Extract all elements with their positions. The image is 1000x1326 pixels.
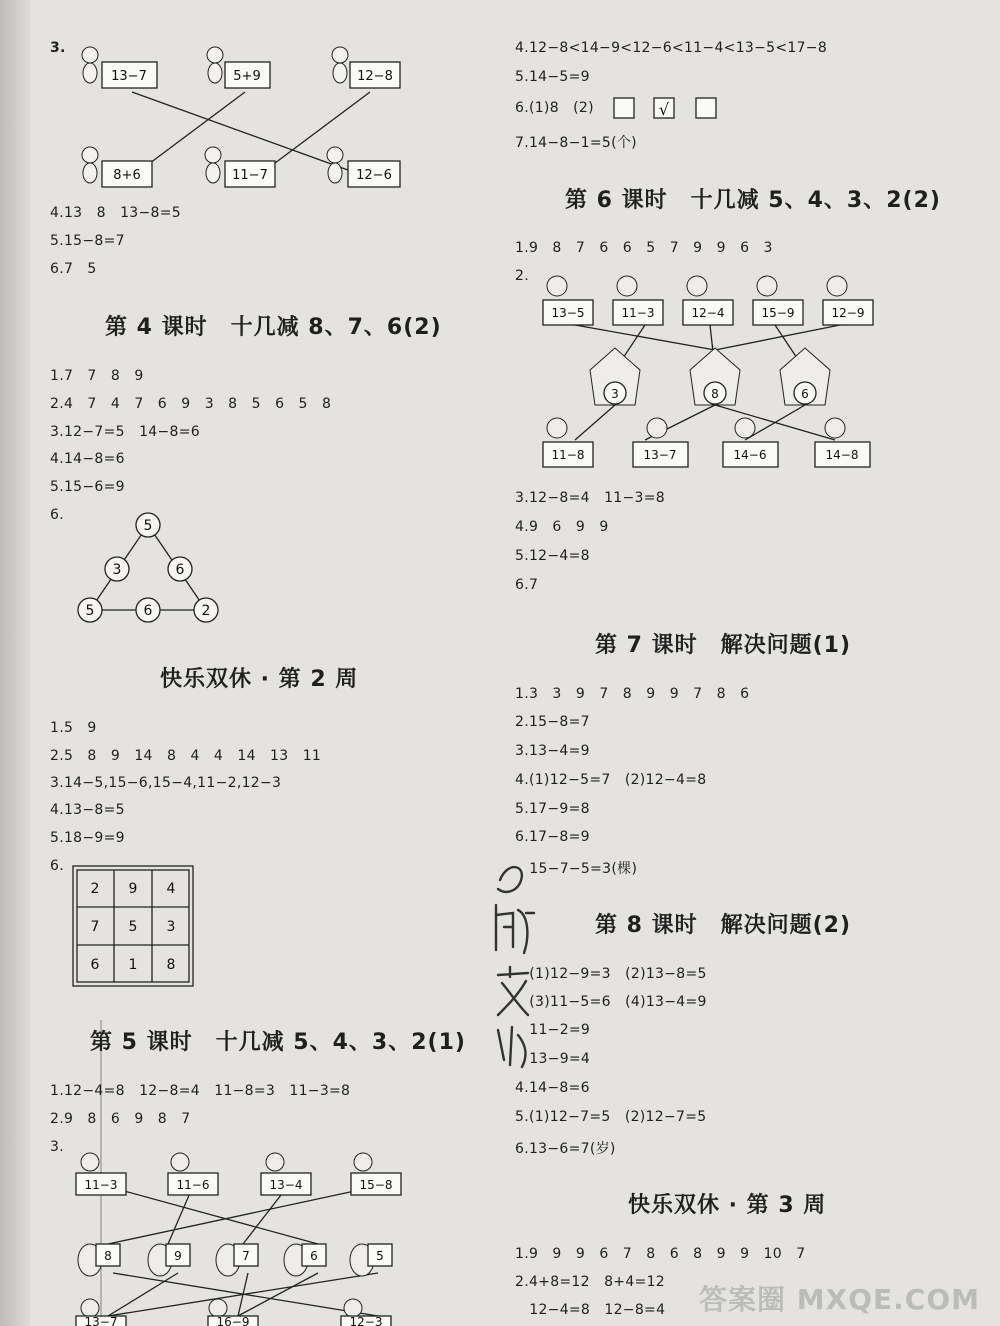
section-heading: 第 6 课时 十几减 5、4、3、2(2) [565,188,941,213]
expr-text: 13−4 [269,1178,303,1192]
answer-line: 13−9=4 [515,1051,591,1067]
hen-number: 5 [376,1249,384,1263]
check-boxes [612,96,722,122]
expr-text: 11−3 [621,306,655,320]
answer-line: 3.14−5,15−6,15−4,11−2,12−3 [50,775,282,791]
triangle-node: 2 [201,603,211,619]
answer-line: 5.14−5=9 [515,69,590,85]
expr-text: 5+9 [233,69,261,84]
expr-text: 12−6 [356,168,392,183]
answer-line: 5.12−4=8 [515,548,590,564]
answer-line: 6. [50,858,64,874]
answer-line: 3.13−4=9 [515,743,590,759]
page-fold-shadow [0,0,30,1326]
ant-matching-diagram [70,40,410,190]
watermark-logo: 答案圈 MXQE.COM [699,1283,980,1316]
answer-line: 3. [50,1139,64,1155]
chick-hen-matching-diagram [68,1148,408,1326]
answer-line: 1.12−4=8 12−8=4 11−8=3 11−3=8 [50,1083,351,1099]
answer-line: 4.14−8=6 [50,451,125,467]
answer-line: 5.18−9=9 [50,830,125,846]
grid-cell: 7 [90,919,100,935]
section-heading: 第 8 课时 解决问题(2) [595,913,852,938]
triangle-node: 5 [143,518,153,534]
answer-line: 5.(1)12−7=5 (2)12−7=5 [515,1109,707,1125]
house-number: 8 [711,387,719,401]
expr-text: 16−9 [216,1315,250,1326]
house-number: 3 [611,387,619,401]
answer-line: 4.12−8<14−9<12−6<11−4<13−5<17−8 [515,40,828,56]
answer-line: 6.17−8=9 [515,829,590,845]
expr-text: 12−9 [831,306,865,320]
answer-line: 1.5 9 [50,720,97,736]
grid-cell: 9 [128,881,138,897]
answer-line: 4.(1)12−5=7 (2)12−4=8 [515,772,707,788]
answer-line: 4.14−8=6 [515,1080,590,1096]
grid-cell: 2 [90,881,100,897]
answer-line: 6.13−6=7(岁) [515,1141,616,1157]
triangle-node: 3 [112,562,122,578]
grid-cell: 6 [90,957,100,973]
expr-text: 11−7 [232,168,268,183]
answer-line: 5.15−6=9 [50,479,125,495]
grid-cell: 5 [128,919,138,935]
answer-line: 7.14−8−1=5(个) [515,135,637,151]
triangle-node: 6 [175,562,185,578]
expr-text: 11−3 [84,1178,118,1192]
expr-text: 12−8 [357,69,393,84]
section-heading: 第 7 课时 解决问题(1) [595,633,852,658]
answer-line: 4.13 8 13−8=5 [50,205,181,221]
answer-line: 2.4+8=12 8+4=12 [515,1274,665,1290]
answer-line: 2.5 8 9 14 8 4 4 14 13 11 [50,748,322,764]
answer-line: 11−2=9 [515,1022,591,1038]
answer-line: 1.7 7 8 9 [50,368,144,384]
hen-number: 7 [242,1249,250,1263]
answer-line: 3.12−8=4 11−3=8 [515,490,665,506]
answer-line: 4.13−8=5 [50,802,125,818]
expr-text: 12−4 [691,306,725,320]
expr-text: 14−8 [825,448,859,462]
answer-line: 12−4=8 12−8=4 [515,1302,666,1318]
check-mark-icon: √ [658,100,670,119]
grid-cell: 3 [166,919,176,935]
chick-house-matching-diagram [535,270,885,475]
triangle-node: 6 [143,603,153,619]
triangle-node: 5 [85,603,95,619]
grid-cell: 1 [128,957,138,973]
hen-number: 6 [310,1249,318,1263]
answer-line: (3)11−5=6 (4)13−4=9 [515,994,707,1010]
expr-text: 11−8 [551,448,585,462]
section-heading: 快乐双休 · 第 2 周 [160,667,359,692]
hen-number: 9 [174,1249,182,1263]
expr-text: 13−7 [643,448,677,462]
expr-text: 15−9 [761,306,795,320]
handwriting-scribble [488,855,548,1075]
answer-line: 4.9 6 9 9 [515,519,609,535]
expr-text: 14−6 [733,448,767,462]
answer-line: 6.7 [515,577,539,593]
house-number: 6 [801,387,809,401]
answer-line: 1.3 3 9 7 8 9 9 7 8 6 [515,686,750,702]
answer-line: 6. [50,507,64,523]
expr-text: 8+6 [113,168,141,183]
number-triangle [70,505,230,630]
answer-line: 2.15−8=7 [515,714,590,730]
answer-line: 3.12−7=5 14−8=6 [50,424,200,440]
section-heading: 第 4 课时 十几减 8、7、6(2) [105,315,442,340]
question-number: 3. [50,40,66,56]
expr-text: 13−7 [111,69,147,84]
section-heading: 第 5 课时 十几减 5、4、3、2(1) [90,1030,466,1055]
question-number: 2. [515,268,529,284]
expr-text: 13−7 [84,1315,118,1326]
answer-line: 1.9 9 9 6 7 8 6 8 9 9 10 7 [515,1246,806,1262]
answer-line: 1.9 8 7 6 6 5 7 9 9 6 3 [515,240,773,256]
answer-line: 5.17−9=8 [515,801,590,817]
answer-line: 5.15−8=7 [50,233,125,249]
expr-text: 12−3 [349,1315,383,1326]
answer-line: (1)12−9=3 (2)13−8=5 [515,966,707,982]
grid-cell: 4 [166,881,176,897]
answer-line: 15−7−5=3(棵) [515,861,638,877]
grid-cell: 8 [166,957,176,973]
magic-square [72,865,197,990]
expr-text: 15−8 [359,1178,393,1192]
expr-text: 13−5 [551,306,585,320]
answer-line: 6.7 5 [50,261,97,277]
answer-line: 2.9 8 6 9 8 7 [50,1111,191,1127]
answer-line: 6.(1)8 (2) [515,100,594,116]
answer-line: 2.4 7 4 7 6 9 3 8 5 6 5 8 [50,396,332,412]
section-heading: 快乐双休 · 第 3 周 [628,1193,827,1218]
hen-number: 8 [104,1249,112,1263]
expr-text: 11−6 [176,1178,210,1192]
